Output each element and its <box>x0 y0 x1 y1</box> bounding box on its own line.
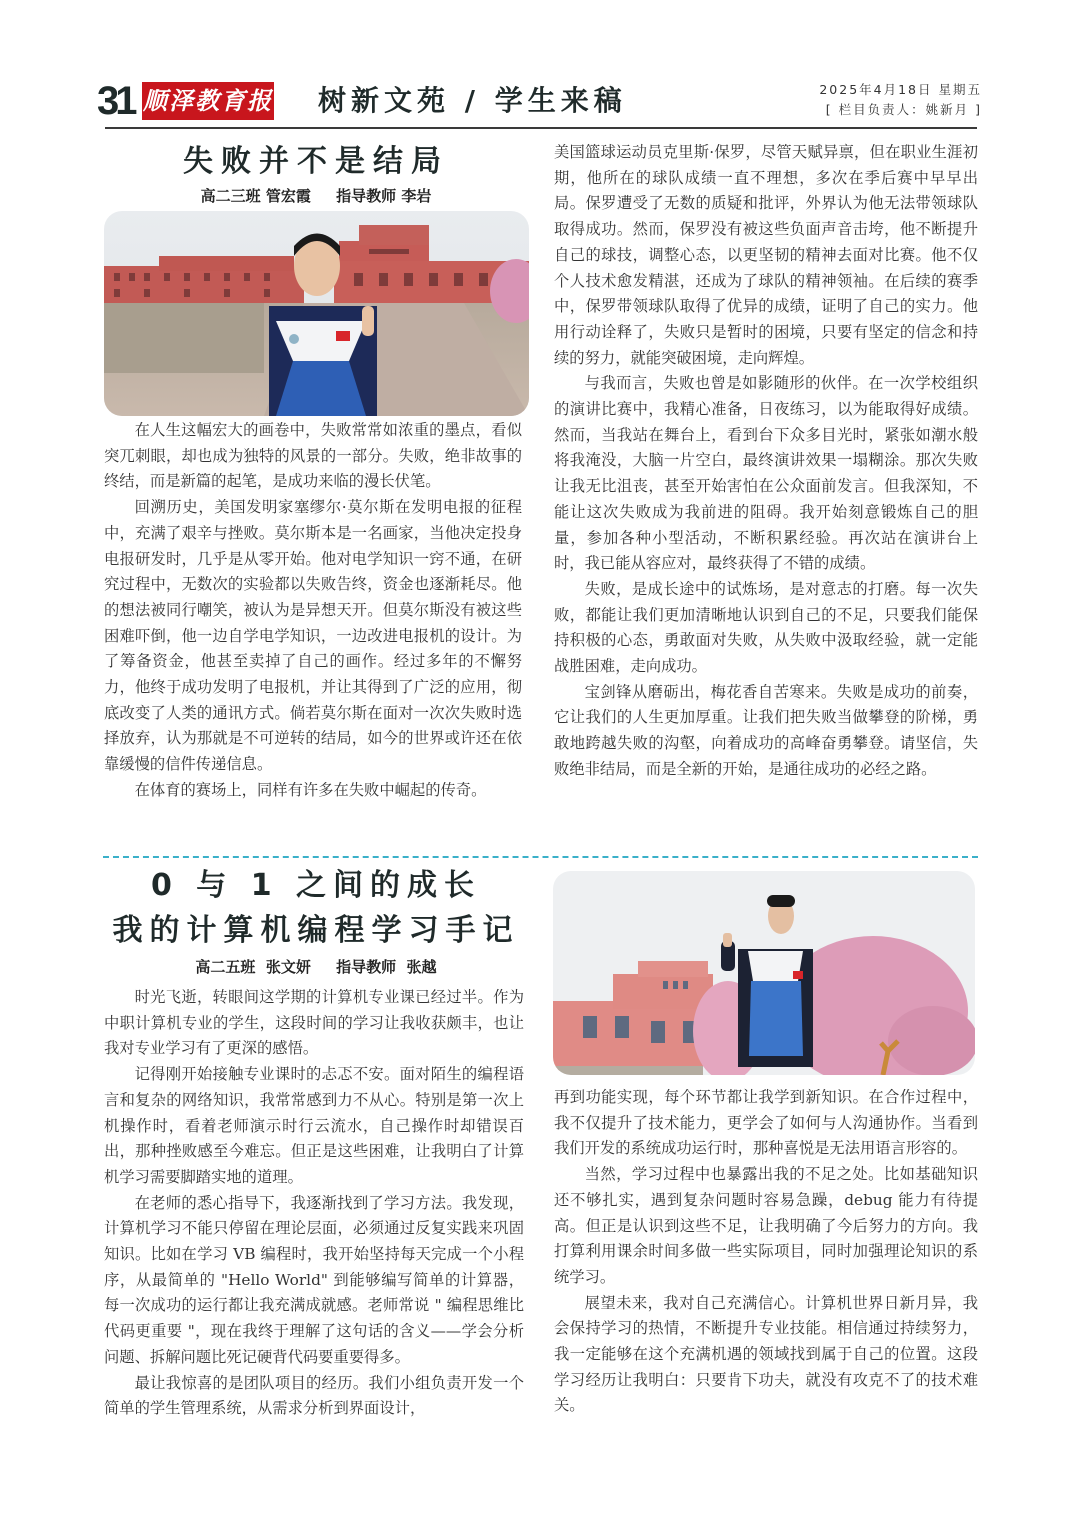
paragraph: 美国篮球运动员克里斯·保罗，尽管天赋异禀，但在职业生涯初期，他所在的球队成绩一直不理想，多次在季后赛中早早出局。保罗遭受了无数的质疑和批评，外界认为他无法带领球队取得成功。然而，保罗没有被这些负面声音击垮，他不断提升自己的球技，调整心态，以更坚韧的精神去面对比赛。他不仅个人技术愈发精湛，还成为了球队的精神领袖。在后续的赛季中，保罗带领球队取得了优异的成绩，证明了自己的实力。他用行动诠释了，失败只是暂时的困境，只要有坚定的信念和持续的努力，就能突破困境，走向辉煌。 <box>554 143 978 367</box>
article-divider <box>103 856 978 858</box>
paragraph: 在人生这幅宏大的画卷中，失败常常如浓重的墨点，看似突兀刺眼，却也成为独特的风景的一部分。失败，绝非故事的终结，而是新篇的起笔，是成功来临的漫长伏笔。 <box>104 421 522 491</box>
page-header <box>97 79 982 123</box>
article2-title-line1: 0 与 1 之间的成长 <box>150 868 482 903</box>
article2-photo <box>553 871 975 1075</box>
paragraph: 在老师的悉心指导下，我逐渐找到了学习方法。我发现，计算机学习不能只停留在理论层面，必须通过反复实践来巩固知识。比如在学习 VB 编程时，我开始坚持每天完成一个小程序，从最简单的 "Hello World" 到能够编写简单的计算器，每一次成功的运行都让我充满成就感。老师常说 " 编程思维比代码更重要 "，现在我终于理解了这句话的含义——学会分析问题、拆解问题比死记硬背代码要重要得多。 <box>104 1193 524 1366</box>
article2-author: 高二五班 张文妍 <box>195 958 311 976</box>
article1-left-column <box>104 418 522 804</box>
article1-right-column <box>554 140 978 783</box>
paragraph: 展望未来，我对自己充满信心。计算机世界日新月异，我会保持学习的热情，不断提升专业技能。相信通过持续努力，我一定能够在这个充满机遇的领域找到属于自己的位置。这段学习经历让我明白：只要肯下功夫，就没有攻克不了的技术难关。 <box>554 1293 978 1415</box>
article2-left-column <box>104 985 524 1422</box>
section-title: 树新文苑 / 学生来稿 <box>318 84 627 117</box>
paragraph: 再到功能实现，每个环节都让我学到新知识。在合作过程中，我不仅提升了技术能力，更学会了如何与人沟通协作。当看到我们开发的系统成功运行时，那种喜悦是无法用语言形容的。 <box>554 1088 978 1158</box>
issue-info <box>819 80 982 120</box>
column-editor: [ 栏目负责人：姚新月 ] <box>825 102 982 117</box>
paragraph: 当然，学习过程中也暴露出我的不足之处。比如基础知识还不够扎实，遇到复杂问题时容易急躁，debug 能力有待提高。但正是认识到这些不足，让我明确了今后努力的方向。我打算利用课余时间多做一些实际项目，同时加强理论知识的系统学习。 <box>554 1165 978 1286</box>
article2-title-line2: 我的计算机编程学习手记 <box>112 913 520 948</box>
paragraph: 最让我惊喜的是团队项目的经历。我们小组负责开发一个简单的学生管理系统，从需求分析到界面设计， <box>104 1373 524 1418</box>
article2-right-column <box>554 1085 978 1419</box>
article1-photo <box>104 211 529 416</box>
page-number: 31 <box>97 79 134 123</box>
article1-byline <box>104 186 528 206</box>
paragraph: 在体育的赛场上，同样有许多在失败中崛起的传奇。 <box>134 780 487 799</box>
paragraph: 与我而言，失败也曾是如影随形的伙伴。在一次学校组织的演讲比赛中，我精心准备，日夜练习，以为能取得好成绩。然而，当我站在舞台上，看到台下众多目光时，紧张如潮水般将我淹没，大脑一片空白，最终演讲效果一塌糊涂。那次失败让我无比沮丧，甚至开始害怕在公众面前发言。但我深知，不能让这次失败成为我前进的阻碍。我开始刻意锻炼自己的胆量，参加各种小型活动，不断积累经验。再次站在演讲台上时，我已能从容应对，最终获得了不错的成绩。 <box>554 374 978 573</box>
student-photo-image <box>553 871 975 1075</box>
article1-title: 失败并不是结局 <box>183 144 449 179</box>
student-photo-image <box>104 211 529 416</box>
header-rule <box>105 127 977 129</box>
paragraph: 回溯历史，美国发明家塞缪尔·莫尔斯在发明电报的征程中，充满了艰辛与挫败。莫尔斯本是一名画家，当他决定投身电报研发时，几乎是从零开始。他对电学知识一窍不通，在研究过程中，无数次的实验都以失败告终，资金也逐渐耗尽。他的想法被同行嘲笑，被认为是异想天开。但莫尔斯没有被这些困难吓倒，他一边自学电学知识，一边改进电报机的设计。为了筹备资金，他甚至卖掉了自己的画作。经过多年的不懈努力，他终于成功发明了电报机，并让其得到了广泛的应用，彻底改变了人类的通讯方式。倘若莫尔斯在面对一次次失败时选择放弃，认为那就是不可逆转的结局，如今的世界或许还在依靠缓慢的信件传递信息。 <box>104 498 522 774</box>
paragraph: 宝剑锋从磨砺出，梅花香自苦寒来。失败是成功的前奏，它让我们的人生更加厚重。让我们把失败当做攀登的阶梯，勇敢地跨越失败的沟壑，向着成功的高峰奋勇攀登。请坚信，失败绝非结局，而是全新的开始，是通往成功的必经之路。 <box>554 682 978 778</box>
issue-date: 2025年4月18日 星期五 <box>819 82 982 97</box>
paragraph: 失败，是成长途中的试炼场，是对意志的打磨。每一次失败，都能让我们更加清晰地认识到自己的不足，只要我们能保持积极的心态，勇敢面对失败，从失败中汲取经验，就一定能战胜困难，走向成功。 <box>554 579 978 676</box>
paragraph: 时光飞逝，转眼间这学期的计算机专业课已经过半。作为中职计算机专业的学生，这段时间的学习让我收获颇丰，也让我对专业学习有了更深的感悟。 <box>104 988 524 1058</box>
article2-byline <box>104 957 528 977</box>
paragraph: 记得刚开始接触专业课时的忐忑不安。面对陌生的编程语言和复杂的网络知识，我常常感到力不从心。特别是第一次上机操作时，看着老师演示时行云流水，自己操作时却错误百出，那种挫败感至今难忘。但正是这些困难，让我明白了计算机学习需要脚踏实地的道理。 <box>104 1065 524 1186</box>
article2-teacher: 指导教师 张越 <box>336 958 437 976</box>
article1-teacher: 指导教师 李岩 <box>336 187 432 205</box>
article1-author: 高二三班 管宏霞 <box>200 187 311 205</box>
newspaper-masthead: 顺泽教育报 <box>142 82 274 120</box>
